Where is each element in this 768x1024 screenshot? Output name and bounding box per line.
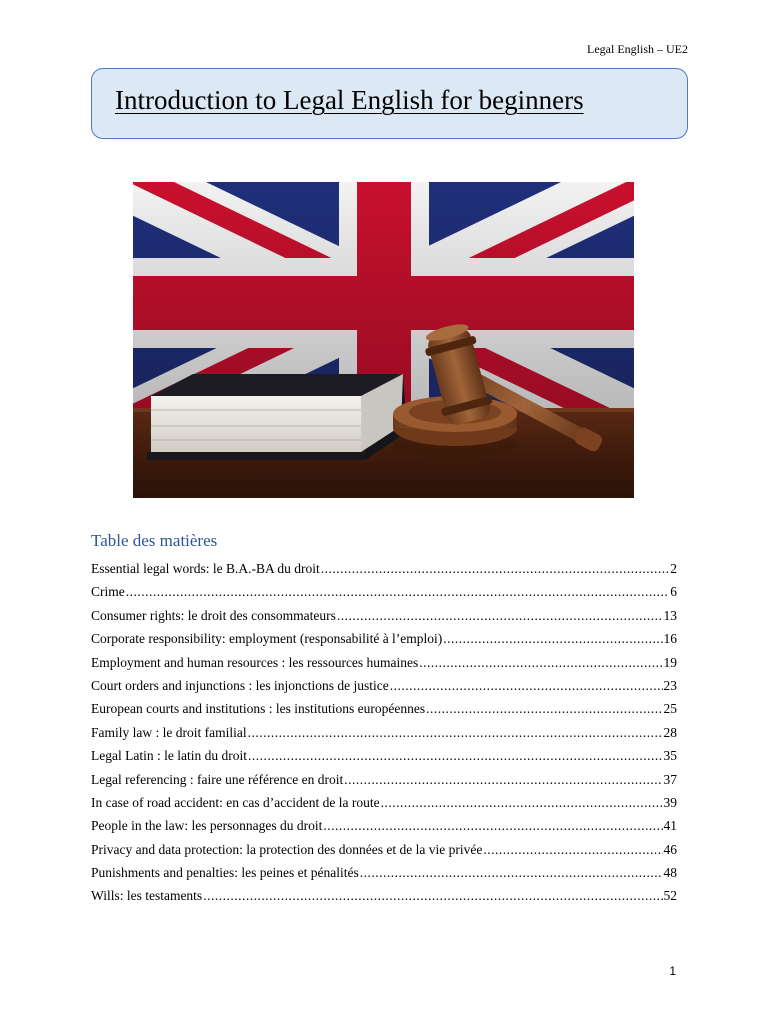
toc-leader-dots (344, 772, 662, 788)
toc-entry[interactable] (91, 561, 677, 584)
toc-entry-page: 19 (663, 654, 677, 670)
title-box (91, 68, 688, 139)
toc-entry[interactable] (91, 655, 677, 678)
toc-leader-dots (248, 725, 663, 741)
toc-leader-dots (390, 678, 663, 694)
toc-leader-dots (426, 701, 662, 717)
toc-entry-label: People in the law: les personnages du droit (91, 818, 323, 834)
toc-entry-label: Consumer rights: le droit des consommateurs (91, 607, 336, 623)
toc-entry-page: 41 (663, 818, 677, 834)
toc-entry[interactable] (91, 842, 677, 865)
toc-leader-dots (443, 631, 662, 647)
toc-entry-label: Legal Latin : le latin du droit (91, 748, 247, 764)
toc-leader-dots (321, 561, 670, 577)
toc-entry[interactable] (91, 631, 677, 654)
toc-leader-dots (419, 655, 662, 671)
toc-leader-dots (381, 795, 663, 811)
page-number: 1 (669, 964, 676, 978)
toc-entry-page: 39 (663, 794, 677, 810)
toc-entry-page: 46 (663, 841, 677, 857)
toc-entry-page: 16 (663, 631, 677, 647)
toc-entry-page: 52 (663, 888, 677, 904)
toc-entry[interactable] (91, 795, 677, 818)
toc-entry[interactable] (91, 678, 677, 701)
toc-entry[interactable] (91, 888, 677, 911)
table-of-contents (91, 561, 677, 912)
toc-leader-dots (203, 888, 662, 904)
book-illustration (147, 374, 407, 460)
toc-entry[interactable] (91, 818, 677, 841)
toc-entry[interactable] (91, 772, 677, 795)
toc-entry-label: Family law : le droit familial (91, 724, 247, 740)
toc-leader-dots (337, 608, 663, 624)
toc-entry[interactable] (91, 608, 677, 631)
toc-entry-label: Wills: les testaments (91, 888, 203, 904)
toc-entry-page: 25 (663, 701, 677, 717)
running-header: Legal English – UE2 (587, 42, 688, 56)
toc-entry-page: 13 (663, 607, 677, 623)
toc-entry-page: 48 (663, 865, 677, 881)
toc-leader-dots (483, 842, 662, 858)
toc-entry-page: 35 (663, 748, 677, 764)
toc-entry-page: 2 (670, 561, 677, 576)
toc-entry-page: 37 (663, 771, 677, 787)
toc-leader-dots (360, 865, 663, 881)
toc-entry[interactable] (91, 748, 677, 771)
toc-entry[interactable] (91, 584, 677, 607)
toc-leader-dots (126, 584, 670, 600)
toc-entry-page: 23 (663, 677, 677, 693)
toc-entry-label: Employment and human resources : les ressources humaines (91, 654, 419, 670)
toc-entry-label: Legal referencing : faire une référence en droit (91, 771, 344, 787)
toc-heading: Table des matières (91, 531, 218, 550)
toc-entry[interactable] (91, 725, 677, 748)
toc-entry-label: In case of road accident: en cas d’accident de la route (91, 794, 380, 810)
toc-entry-page: 28 (663, 724, 677, 740)
toc-entry-label: Essential legal words: le B.A.-BA du droit (91, 561, 320, 576)
toc-entry-label: Corporate responsibility: employment (responsabilité à l’emploi) (91, 631, 443, 647)
toc-entry[interactable] (91, 701, 677, 724)
cover-image-flag-book-gavel (133, 182, 634, 498)
toc-entry-label: Privacy and data protection: la protection des données et de la vie privée (91, 841, 483, 857)
toc-leader-dots (323, 818, 662, 834)
toc-entry[interactable] (91, 865, 677, 888)
toc-entry-label: Crime (91, 584, 125, 600)
document-title: Introduction to Legal English for beginners (115, 85, 584, 115)
toc-entry-label: Punishments and penalties: les peines et pénalités (91, 865, 359, 881)
toc-entry-page: 6 (670, 584, 677, 600)
toc-entry-label: Court orders and injunctions : les injonctions de justice (91, 677, 389, 693)
toc-leader-dots (248, 748, 663, 764)
toc-entry-label: European courts and institutions : les institutions européennes (91, 701, 426, 717)
